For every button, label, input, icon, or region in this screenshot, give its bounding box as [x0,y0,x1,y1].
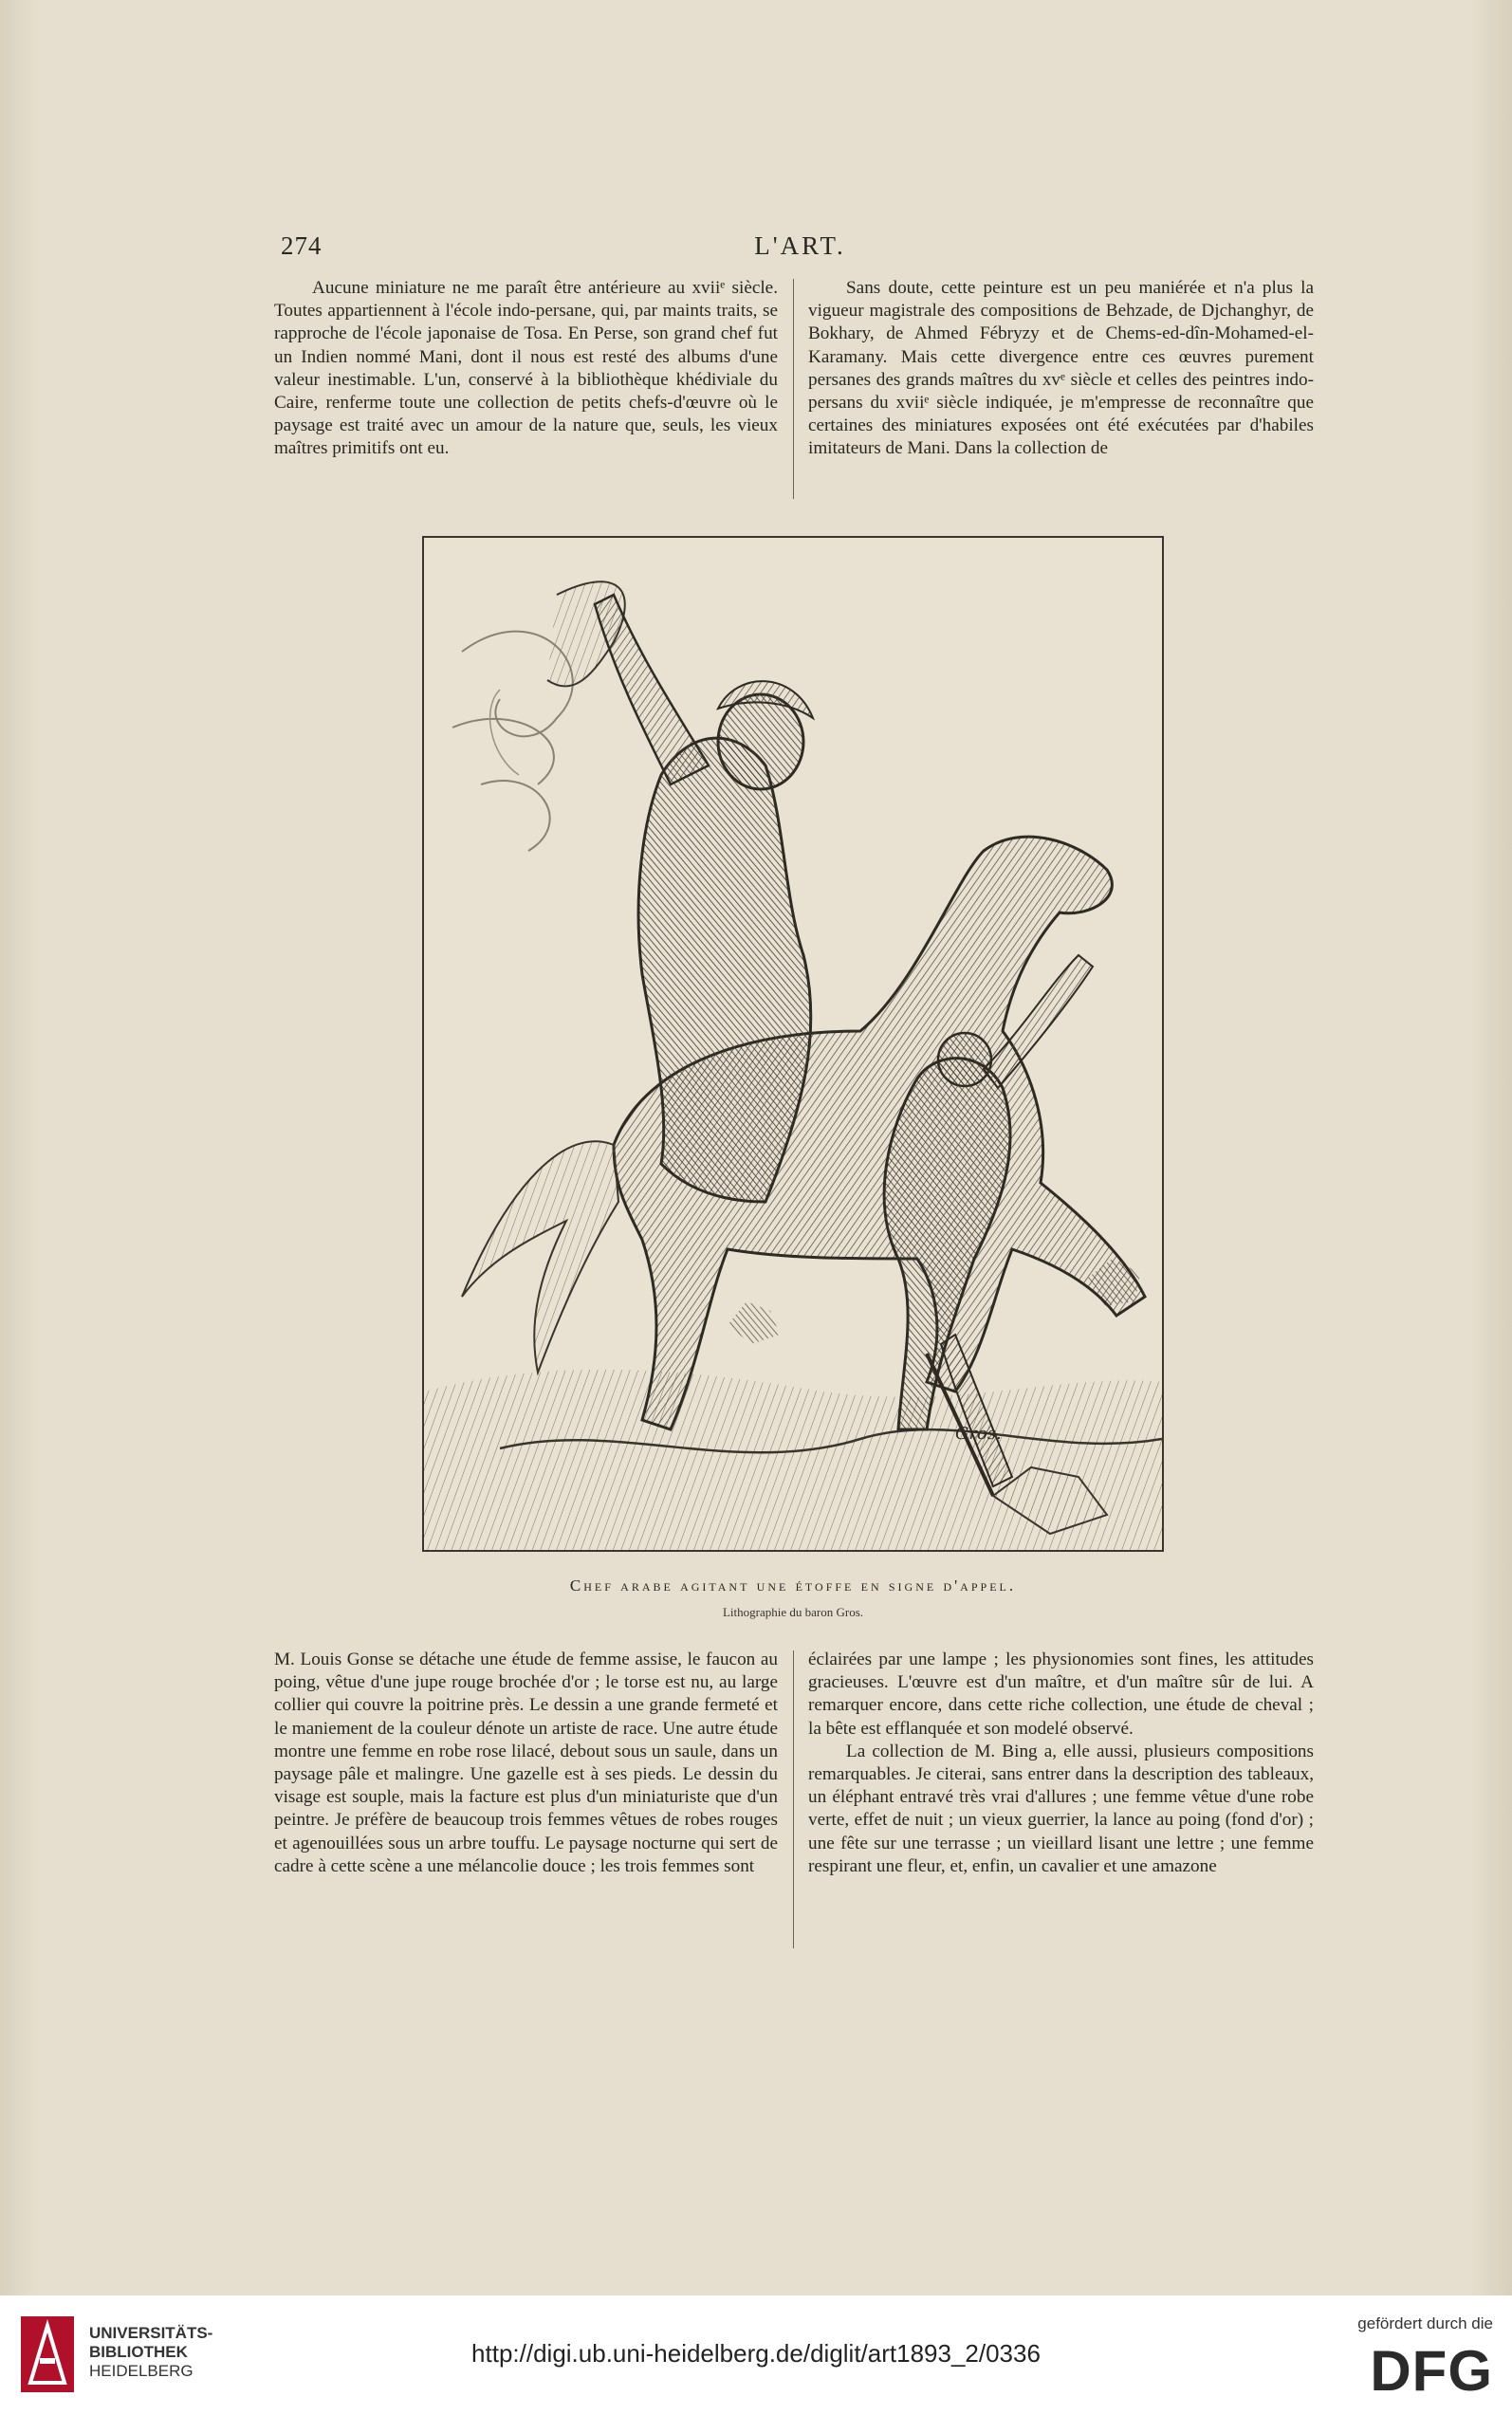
left-column-top [274,277,778,461]
rider-on-rearing-horse-engraving [424,538,1162,1550]
artist-signature: Gros. [955,1424,1002,1444]
running-title: L'ART. [754,231,846,260]
right-column-bottom [808,1649,1314,1878]
paragraph: Sans doute, cette peinture est un peu maniérée et n'a plus la vigueur magistrale des compositions de Behzade, de Djchanghyr, de Bokhary, de Ahmed Fébryzy et de Chems-ed-dîn-Mohamed-el-Karamany. Mais cette divergence entre ces œuvres purement persanes des grands maîtres du xvᵉ siècle et celles des peintres indo-persans du xviiᵉ siècle indiquée, je m'empresse de reconnaître que certaines des miniatures exposées ont été exécutées par d'habiles imitateurs de Mani. Dans la collection de [808,278,1314,459]
paragraph: éclairées par une lampe ; les physionomies sont fines, les attitudes gracieuses. L'œuvre est d'un maître, et d'un maître sûr de lui. A remarquer encore, dans cette riche collection, une étude de cheval ; la bête est efflanquée et son modelé observé. [808,1650,1314,1739]
dfg-logo: DFG [1370,2339,1493,2403]
funding-label: gefördert durch die [1357,2314,1493,2332]
digital-library-footer [0,2295,1512,2415]
paragraph: Aucune miniature ne me paraît être antérieure au xviiᵉ siècle. Toutes appartiennent à l'école indo-persane, qui, par maints traits, se rapproche de l'école japonaise de Tosa. En Perse, son grand chef fut un Indien nommé Mani, dont il nous est resté des albums d'une valeur inestimable. L'un, conservé à la bibliothèque khédiviale du Caire, renferme toute une collection de petits chefs-d'œuvre où le paysage est traité avec un amour de la nature que, seuls, les vieux maîtres primitifs ont eu. [274,278,778,459]
institution-line: BIBLIOTHEK [89,2343,188,2361]
column-divider [793,1650,794,1948]
institution-line: UNIVERSITÄTS- [89,2324,213,2342]
institution-line: HEIDELBERG [89,2362,194,2380]
figure-caption: Chef arabe agitant une étoffe en signe d'appel. [569,1576,1017,1595]
left-column-bottom [274,1649,778,1878]
right-column-top [808,277,1314,461]
source-url-link[interactable]: http://digi.ub.uni-heidelberg.de/diglit/art1893_2/0336 [471,2339,1041,2368]
figure-credit: Lithographie du baron Gros. [722,1605,864,1619]
paragraph: La collection de M. Bing a, elle aussi, plusieurs compositions remarquables. Je citerai, sans entrer dans la description des tableaux, un éléphant entravé très vrai d'allures ; une femme vêtue d'une robe verte, effet de nuit ; un vieux guerrier, la lance au poing (fond d'or) ; une fête sur une terrasse ; un vieillard lisant une lettre ; une femme respirant une fleur, et, enfin, un cavalier et une amazone [808,1741,1314,1876]
lithograph-illustration [422,536,1164,1552]
paragraph: M. Louis Gonse se détache une étude de femme assise, le faucon au poing, vêtue d'une jupe rouge brochée d'or ; le torse est nu, au large collier qui couvre la poitrine près. Le dessin a une grande fermeté et le maniement de la couleur dénote un artiste de race. Une autre étude montre une femme en robe rose lilacé, debout sous un saule, dans un paysage pâle et malingre. Une gazelle est à ses pieds. Le dessin du visage est souple, mais la facture est plus d'un miniaturiste que d'un peintre. Je préfère de beaucoup trois femmes vêtues de robes rouges et agenouillées sous un arbre touffu. Le paysage nocturne qui sert de cadre à cette scène a une mélancolie douce ; les trois femmes sont [274,1650,778,1876]
page-header [281,231,1319,269]
page-number: 274 [281,231,323,260]
column-divider [793,279,794,499]
